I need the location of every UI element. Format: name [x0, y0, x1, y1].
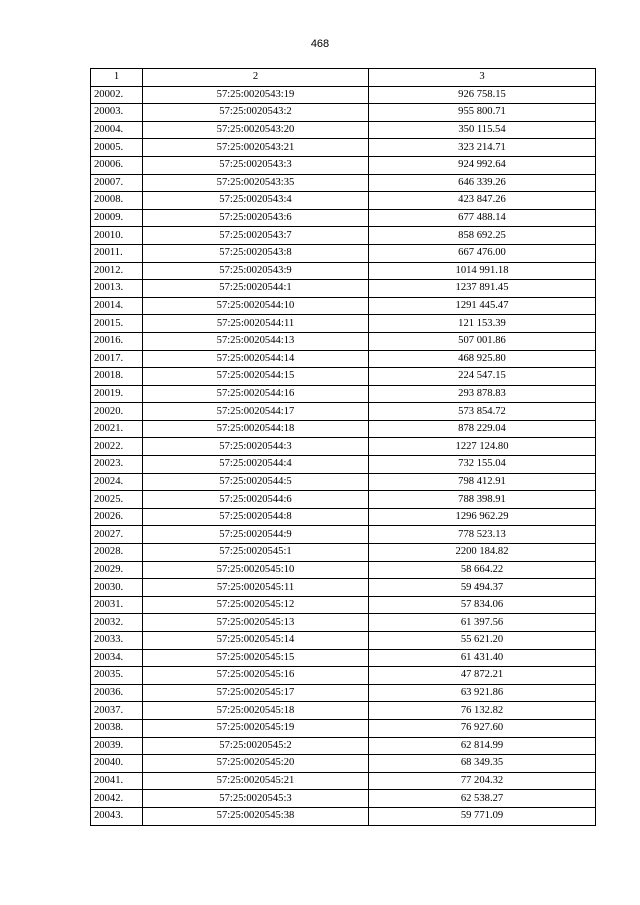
- table-row: [91, 438, 596, 456]
- table-row: [91, 156, 596, 174]
- cadastral-value-cell: 788 398.91: [369, 491, 596, 509]
- cadastral-value-cell: 59 494.37: [369, 579, 596, 597]
- row-number-cell: 20033.: [91, 632, 143, 650]
- cadastral-value-cell: 1291 445.47: [369, 297, 596, 315]
- table-row: [91, 807, 596, 825]
- row-number-cell: 20038.: [91, 719, 143, 737]
- cadastral-value-cell: 423 847.26: [369, 192, 596, 210]
- column-header-1: 1: [91, 69, 143, 87]
- cadastral-number-cell: 57:25:0020543:3: [143, 156, 369, 174]
- cadastral-value-cell: 1227 124.80: [369, 438, 596, 456]
- cadastral-value-cell: 58 664.22: [369, 561, 596, 579]
- cadastral-number-cell: 57:25:0020543:35: [143, 174, 369, 192]
- row-number-cell: 20037.: [91, 702, 143, 720]
- table-row: [91, 508, 596, 526]
- row-number-cell: 20002.: [91, 86, 143, 104]
- cadastral-number-cell: 57:25:0020544:3: [143, 438, 369, 456]
- cadastral-number-cell: 57:25:0020543:2: [143, 104, 369, 122]
- table-row: [91, 244, 596, 262]
- row-number-cell: 20018.: [91, 368, 143, 386]
- row-number-cell: 20034.: [91, 649, 143, 667]
- cadastral-value-cell: 573 854.72: [369, 403, 596, 421]
- table-row: [91, 280, 596, 298]
- cadastral-value-cell: 323 214.71: [369, 139, 596, 157]
- cadastral-number-cell: 57:25:0020545:16: [143, 667, 369, 685]
- row-number-cell: 20013.: [91, 280, 143, 298]
- column-header-3: 3: [369, 69, 596, 87]
- row-number-cell: 20023.: [91, 456, 143, 474]
- table-row: [91, 755, 596, 773]
- cadastral-number-cell: 57:25:0020545:12: [143, 596, 369, 614]
- cadastral-number-cell: 57:25:0020544:18: [143, 420, 369, 438]
- row-number-cell: 20028.: [91, 544, 143, 562]
- cadastral-number-cell: 57:25:0020544:16: [143, 385, 369, 403]
- cadastral-number-cell: 57:25:0020545:1: [143, 544, 369, 562]
- row-number-cell: 20032.: [91, 614, 143, 632]
- row-number-cell: 20008.: [91, 192, 143, 210]
- cadastral-value-cell: 878 229.04: [369, 420, 596, 438]
- table-row: [91, 456, 596, 474]
- cadastral-value-cell: 62 814.99: [369, 737, 596, 755]
- table-row: [91, 315, 596, 333]
- cadastral-number-cell: 57:25:0020545:11: [143, 579, 369, 597]
- cadastral-value-cell: 468 925.80: [369, 350, 596, 368]
- cadastral-value-cell: 1237 891.45: [369, 280, 596, 298]
- row-number-cell: 20024.: [91, 473, 143, 491]
- cadastral-value-cell: 121 153.39: [369, 315, 596, 333]
- table-row: [91, 192, 596, 210]
- table-row: [91, 139, 596, 157]
- cadastral-value-cell: 1014 991.18: [369, 262, 596, 280]
- cadastral-number-cell: 57:25:0020544:9: [143, 526, 369, 544]
- cadastral-value-cell: 798 412.91: [369, 473, 596, 491]
- cadastral-value-cell: 293 878.83: [369, 385, 596, 403]
- row-number-cell: 20040.: [91, 755, 143, 773]
- row-number-cell: 20019.: [91, 385, 143, 403]
- cadastral-number-cell: 57:25:0020544:15: [143, 368, 369, 386]
- cadastral-number-cell: 57:25:0020545:18: [143, 702, 369, 720]
- cadastral-value-cell: 55 621.20: [369, 632, 596, 650]
- row-number-cell: 20027.: [91, 526, 143, 544]
- table-row: [91, 174, 596, 192]
- row-number-cell: 20021.: [91, 420, 143, 438]
- cadastral-value-cell: 63 921.86: [369, 684, 596, 702]
- cadastral-number-cell: 57:25:0020544:5: [143, 473, 369, 491]
- cadastral-value-cell: 76 927.60: [369, 719, 596, 737]
- cadastral-value-cell: 677 488.14: [369, 209, 596, 227]
- table-row: [91, 385, 596, 403]
- cadastral-number-cell: 57:25:0020545:38: [143, 807, 369, 825]
- row-number-cell: 20026.: [91, 508, 143, 526]
- table-row: [91, 790, 596, 808]
- cadastral-value-cell: 646 339.26: [369, 174, 596, 192]
- cadastral-value-cell: 76 132.82: [369, 702, 596, 720]
- table-row: [91, 684, 596, 702]
- table-row: [91, 561, 596, 579]
- row-number-cell: 20041.: [91, 772, 143, 790]
- cadastral-number-cell: 57:25:0020544:13: [143, 332, 369, 350]
- cadastral-number-cell: 57:25:0020545:19: [143, 719, 369, 737]
- table-row: [91, 350, 596, 368]
- cadastral-number-cell: 57:25:0020543:6: [143, 209, 369, 227]
- cadastral-number-cell: 57:25:0020544:14: [143, 350, 369, 368]
- cadastral-number-cell: 57:25:0020545:21: [143, 772, 369, 790]
- cadastral-value-cell: 1296 962.29: [369, 508, 596, 526]
- row-number-cell: 20009.: [91, 209, 143, 227]
- cadastral-value-cell: 47 872.21: [369, 667, 596, 685]
- cadastral-value-cell: 858 692.25: [369, 227, 596, 245]
- row-number-cell: 20035.: [91, 667, 143, 685]
- row-number-cell: 20014.: [91, 297, 143, 315]
- cadastral-number-cell: 57:25:0020543:8: [143, 244, 369, 262]
- cadastral-value-cell: 926 758.15: [369, 86, 596, 104]
- cadastral-value-cell: 924 992.64: [369, 156, 596, 174]
- cadastral-number-cell: 57:25:0020545:14: [143, 632, 369, 650]
- row-number-cell: 20031.: [91, 596, 143, 614]
- row-number-cell: 20029.: [91, 561, 143, 579]
- cadastral-number-cell: 57:25:0020544:17: [143, 403, 369, 421]
- cadastral-value-cell: 61 431.40: [369, 649, 596, 667]
- cadastral-value-cell: 59 771.09: [369, 807, 596, 825]
- row-number-cell: 20004.: [91, 121, 143, 139]
- cadastral-number-cell: 57:25:0020545:3: [143, 790, 369, 808]
- table-row: [91, 649, 596, 667]
- cadastral-number-cell: 57:25:0020545:15: [143, 649, 369, 667]
- cadastral-value-cell: 2200 184.82: [369, 544, 596, 562]
- cadastral-number-cell: 57:25:0020544:8: [143, 508, 369, 526]
- cadastral-number-cell: 57:25:0020543:7: [143, 227, 369, 245]
- cadastral-value-cell: 955 800.71: [369, 104, 596, 122]
- cadastral-value-cell: 350 115.54: [369, 121, 596, 139]
- row-number-cell: 20036.: [91, 684, 143, 702]
- row-number-cell: 20022.: [91, 438, 143, 456]
- row-number-cell: 20011.: [91, 244, 143, 262]
- cadastral-value-cell: 62 538.27: [369, 790, 596, 808]
- row-number-cell: 20017.: [91, 350, 143, 368]
- cadastral-value-cell: 667 476.00: [369, 244, 596, 262]
- table-row: [91, 772, 596, 790]
- cadastral-number-cell: 57:25:0020543:19: [143, 86, 369, 104]
- cadastral-value-cell: 57 834.06: [369, 596, 596, 614]
- cadastral-number-cell: 57:25:0020544:11: [143, 315, 369, 333]
- cadastral-value-cell: 778 523.13: [369, 526, 596, 544]
- cadastral-value-cell: 224 547.15: [369, 368, 596, 386]
- row-number-cell: 20005.: [91, 139, 143, 157]
- cadastral-number-cell: 57:25:0020543:9: [143, 262, 369, 280]
- table-row: [91, 262, 596, 280]
- page-number: 468: [310, 38, 330, 50]
- table-row: [91, 526, 596, 544]
- table-header-row: [91, 69, 596, 87]
- cadastral-number-cell: 57:25:0020544:4: [143, 456, 369, 474]
- table-row: [91, 368, 596, 386]
- cadastral-number-cell: 57:25:0020545:13: [143, 614, 369, 632]
- row-number-cell: 20043.: [91, 807, 143, 825]
- table-row: [91, 403, 596, 421]
- cadastral-number-cell: 57:25:0020543:21: [143, 139, 369, 157]
- row-number-cell: 20015.: [91, 315, 143, 333]
- row-number-cell: 20016.: [91, 332, 143, 350]
- table-row: [91, 491, 596, 509]
- cadastral-number-cell: 57:25:0020545:2: [143, 737, 369, 755]
- table-row: [91, 86, 596, 104]
- row-number-cell: 20030.: [91, 579, 143, 597]
- table-row: [91, 632, 596, 650]
- cadastral-value-cell: 61 397.56: [369, 614, 596, 632]
- cadastral-number-cell: 57:25:0020545:17: [143, 684, 369, 702]
- cadastral-number-cell: 57:25:0020545:20: [143, 755, 369, 773]
- cadastral-number-cell: 57:25:0020543:4: [143, 192, 369, 210]
- row-number-cell: 20012.: [91, 262, 143, 280]
- table-row: [91, 227, 596, 245]
- cadastral-value-cell: 507 001.86: [369, 332, 596, 350]
- table-row: [91, 596, 596, 614]
- column-header-2: 2: [143, 69, 369, 87]
- table-row: [91, 473, 596, 491]
- table-row: [91, 544, 596, 562]
- table-row: [91, 332, 596, 350]
- table-row: [91, 702, 596, 720]
- row-number-cell: 20007.: [91, 174, 143, 192]
- row-number-cell: 20039.: [91, 737, 143, 755]
- cadastral-number-cell: 57:25:0020544:6: [143, 491, 369, 509]
- cadastral-value-cell: 77 204.32: [369, 772, 596, 790]
- cadastral-value-cell: 732 155.04: [369, 456, 596, 474]
- cadastral-number-cell: 57:25:0020544:10: [143, 297, 369, 315]
- row-number-cell: 20003.: [91, 104, 143, 122]
- table-row: [91, 667, 596, 685]
- table-row: [91, 121, 596, 139]
- cadastral-value-table: [90, 68, 596, 826]
- row-number-cell: 20010.: [91, 227, 143, 245]
- table-row: [91, 737, 596, 755]
- cadastral-number-cell: 57:25:0020544:1: [143, 280, 369, 298]
- table-row: [91, 579, 596, 597]
- row-number-cell: 20020.: [91, 403, 143, 421]
- table-row: [91, 614, 596, 632]
- table-body: [91, 86, 596, 825]
- row-number-cell: 20025.: [91, 491, 143, 509]
- row-number-cell: 20042.: [91, 790, 143, 808]
- table-row: [91, 297, 596, 315]
- cadastral-value-cell: 68 349.35: [369, 755, 596, 773]
- table-row: [91, 104, 596, 122]
- table-row: [91, 209, 596, 227]
- table-row: [91, 719, 596, 737]
- cadastral-number-cell: 57:25:0020545:10: [143, 561, 369, 579]
- cadastral-number-cell: 57:25:0020543:20: [143, 121, 369, 139]
- table-row: [91, 420, 596, 438]
- row-number-cell: 20006.: [91, 156, 143, 174]
